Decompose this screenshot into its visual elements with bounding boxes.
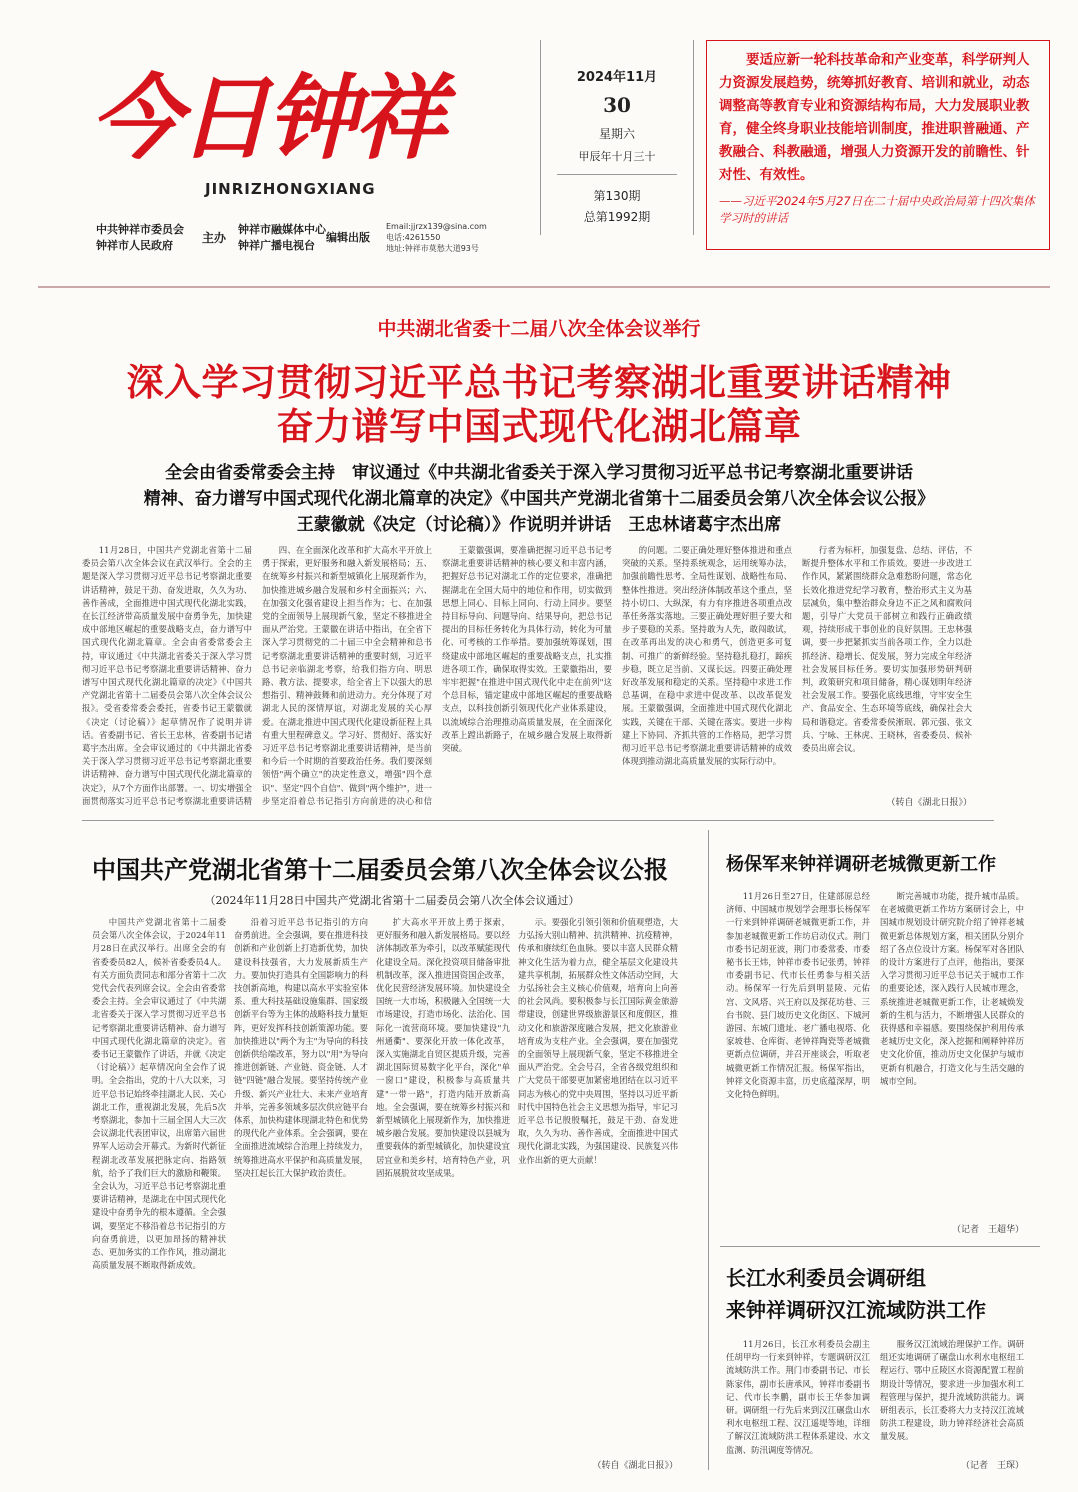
sponsor-line-1: 中共钟祥市委员会	[96, 223, 184, 236]
date-divider	[557, 174, 677, 175]
sponsor-block	[96, 222, 184, 254]
lead-column-3-text: 王蒙徽强调，要准确把握习近平总书记考察湖北重要讲话精神的核心要义和丰富内涵，把握好总书记对湖北工作的定位要求，准确把握湖北在全国大局中的地位和作用，切实做到思想上同心、目标上同向、行动上同步。要坚持目标导向、问题导向、结果导向，把总书记提出的目标任务转化为具体行动，转化为可量化、可考核的工作举措。要加强统筹谋划，围绕建成中部地区崛起的重要战略支点，扎实推进各项工作，确保取得实效。王蒙徽指出，要牢牢把握"在推进中国式现代化中走在前列"这个总目标，锚定建成中部地区崛起的重要战略支点，以科技创新引领现代化产业体系建设，以流域综合治理推动高质量发展，在全面深化改革上蹚出新路子，在城乡融合发展上取得新突破。	[442, 545, 612, 754]
publisher-role: 编辑出版	[326, 231, 370, 244]
date-year-month: 2024年11月	[576, 70, 658, 85]
water-story-column-2	[880, 1338, 1024, 1458]
publisher-line-2: 钟祥广播电视台	[238, 239, 315, 252]
yang-story-title: 杨保军来钟祥调研老城微更新工作	[726, 854, 996, 875]
lead-column-1-text: 11月28日，中国共产党湖北省第十二届委员会第八次全体会议在武汉举行。全会的主题是深入学习贯彻习近平总书记考察湖北重要讲话精神，鼓足干劲、奋发进取，久久为功、善作善成，全面推进中国式现代化湖北实践，在长江经济带高质量发展中奋勇争先，加快建成中部地区崛起的重要战略支点，奋力谱写中国式现代化湖北篇章。全会由省委常委会主持，审议通过《中共湖北省委关于深入学习贯彻习近平总书记考察湖北重要讲话精神、奋力谱写中国式现代化湖北篇章的决定》《中国共产党湖北省第十二届委员会第八次全体会议公报》。受省委常委会委托，省委书记王蒙徽就《决定（讨论稿）》起草情况作了说明并讲话。省委副书记、省长王忠林，省委副书记诸葛宇杰出席。全会审议通过的《中共湖北省委关于深入学习贯彻习近平总书记考察湖北重要讲话精神、奋力谱写中国式现代化湖北篇章的决定》，从7个方面作出部署。一、切实增强全面贯彻落实习近平总书记考察湖北重要讲话精	[82, 545, 252, 806]
masthead-title: 今日钟祥	[90, 64, 443, 172]
yang-story-column-2-text: 断完善城市功能，提升城市品质。在老城微更新工作坊方案研讨会上，中国城市规划设计研究院介绍了钟祥老城微更新总体规划方案，相关团队分别介绍了各点位设计方案。杨保军对各团队的设计方案进行了点评，他指出，要深入学习贯彻习近平总书记关于城市工作的重要论述，深入践行人民城市理念，系统推进老城微更新工作，让老城焕发新的生机与活力，不断增强人民群众的获得感和幸福感。要围绕保护利用传承老城历史文化，深入挖掘和阐释钟祥历史文化价值，推动历史文化保护与城市更新有机融合，打造文化与生活交融的城市空间。	[880, 891, 1024, 1086]
yang-story-column-1	[726, 890, 870, 1234]
lead-column-2	[262, 544, 432, 808]
quote-box	[706, 40, 1050, 250]
masthead-divider	[38, 286, 1050, 288]
issue-number: 第130期	[593, 189, 641, 203]
communique-credit: （转自《湖北日报》）	[592, 1461, 678, 1471]
total-issue-number: 总第1992期	[583, 210, 651, 224]
communique-column-3-text: 扩大高水平开放上勇于探索，更好服务和融入新发展格局。要以经济体制改革为牵引，以改革赋能现代化建设全局。深化投资项目储备审批机制改革，深入推进国资国企改革，优化民营经济发展环境。加快建设全国统一大市场，积极融入全国统一大市场建设，打造市场化、法治化、国际化一流营商环境。要加快建设"九州通衢"、要深化开放一体化改革，深入实施湖北自贸区提质升级，完善湖北国际贸易数字化平台，深化"单一窗口"建设，积极参与高质量共建"一带一路"，打造内陆开放新高地。全会强调，要在统筹乡村振兴和新型城镇化上展现新作为，加快推进城乡融合发展。要加快建设以县城为重要载体的新型城镇化，加快建设宜居宜业和美乡村，培育特色产业，巩固拓展脱贫攻坚成果。	[376, 917, 510, 1178]
masthead-pinyin: JINRIZHONGXIANG	[205, 180, 376, 198]
date-weekday: 星期六	[598, 127, 635, 141]
lead-column-5	[802, 544, 972, 794]
communique-column-2-text: 沿着习近平总书记指引的方向奋勇前进。全会强调，要在推进科技创新和产业创新上打造新优势，加快建设科技强省，大力发展新质生产力。要加快打造具有全国影响力的科技创新高地，构建以高水平实验室体系、重大科技基础设施集群、国家级创新平台等为主体的战略科技力量矩阵，更好发挥科技创新策源功能。要加快推进以"两个为主"为导向的科技创新供给端改革，努力以"用"为导向推进创新链、产业链、资金链、人才链"四链"融合发展。要坚持传统产业升级、新兴产业壮大、未来产业培育并举，完善多领域多层次供应链平台体系，加快构建体现湖北特色和优势的现代化产业体系。全会强调，要在全面推进流域综合治理上持续发力，统筹推进高水平保护和高质量发展，坚决扛起长江大保护政治责任。	[234, 917, 368, 1178]
contact-address: 地址:钟祥市莫愁大道93号	[386, 244, 479, 253]
quote-source: ——习近平2024年5月27日在二十届中央政治局第十四次集体学习时的讲话	[719, 194, 1035, 225]
communique-column-3	[376, 916, 510, 1471]
lead-headline-line-1: 深入学习贯彻习近平总书记考察湖北重要讲话精神	[126, 361, 952, 404]
water-story-credit: （记者 王琛）	[960, 1461, 1024, 1471]
yang-story-credit: （记者 王超华）	[951, 1225, 1024, 1235]
column-divider	[708, 830, 709, 1470]
yang-story-column-1-text: 11月26日至27日，住建部原总经济师、中国城市规划学会理事长杨保军一行来到钟祥调研老城微更新工作，并参加老城微更新工作坊启动仪式。荆门市委书记胡亚波，荆门市委常委、市委秘书长王炜，钟祥市委书记张勇，钟祥市委副书记、代市长任勇参与相关活动。杨保军一行先后到明显陵、元佑宫、文风塔、兴王府以及探花坊巷、三台书院、县门坡历史文化街区、下城河游园、东城门遗址、老广播电视塔、化家坡巷、仓库街、老钟祥陶瓷等老城微更新点位调研，并召开座谈会，听取老城微更新工作情况汇报。杨保军指出，钟祥文化资源丰富，历史底蕴深厚，明文化特色鲜明。	[726, 891, 870, 1100]
contact-email: Email:jjrzx139@sina.com	[386, 222, 487, 231]
lead-subhead-line-1: 全会由省委常委会主持 审议通过《中共湖北省委关于深入学习贯彻习近平总书记考察湖北重要讲话	[165, 463, 913, 483]
communique-column-2	[234, 916, 368, 1471]
contact-phone: 电话:4261550	[386, 233, 441, 242]
lead-kicker: 中共湖北省委十二届八次全体会议举行	[377, 318, 701, 340]
lead-column-5-text: 行者为标杆，加强复盘、总结、评估，不断提升整体水平和工作质效。要进一步改进工作作风，紧紧围绕群众急难愁盼问题，常态化长效化推进党纪学习教育，整治形式主义为基层减负，集中整治群众身边不正之风和腐败问题，引导广大党员干部树立和践行正确政绩观，持续形成干事创业的良好氛围。王忠林强调，要一步把紧抓实当前各项工作，全力以赴抓经济、稳增长、促发展，努力完成全年经济社会发展目标任务。要切实加强形势研判研判，政策研究和项目储备，精心谋划明年经济社会发展工作。要强化底线思维，守牢安全生产、食品安全、生态环境等底线，确保社会大局和谐稳定。省委常委侯淅珉、郭元强、张文兵、宁咏、王林虎、王晓林，省委委员、候补委员出席会议。	[802, 545, 972, 754]
lead-column-1	[82, 544, 252, 808]
communique-subtitle: （2024年11月28日中国共产党湖北省第十二届委员会第八次全体会议通过）	[204, 894, 580, 907]
section-divider	[82, 820, 994, 821]
water-story-title-line-2: 来钟祥调研汉江流域防洪工作	[726, 1298, 986, 1322]
quote-text: 要适应新一轮科技革命和产业变革，科学研判人力资源发展趋势，统筹抓好教育、培训和就业，动态调整高等教育专业和资源结构布局，大力发展职业教育，健全终身职业技能培训制度，推进职普融通、产教融合、科教融通，增强人力资源开发的前瞻性、针对性、有效性。	[719, 52, 1030, 183]
communique-column-4-text: 示。要强化引领引领和价值观塑造，大力弘扬大别山精神、抗洪精神、抗疫精神，传承和赓续红色血脉。要以丰富人民群众精神文化生活为着力点，健全基层文化建设共建共享机制，拓展群众性文体活动空间，大力弘扬社会主义核心价值观，培育向上向善的社会风尚。要积极参与长江国际黄金旅游带建设，创建世界级旅游景区和度假区，推动文化和旅游深度融合发展，把文化旅游业培育成为支柱产业。全会强调，要在加强党的全面领导上展现新气象，坚定不移推进全面从严治党。全会号召，全省各级党组织和广大党员干部要更加紧密地团结在以习近平同志为核心的党中央周围，坚持以习近平新时代中国特色社会主义思想为指导，牢记习近平总书记殷殷嘱托，鼓足干劲、奋发进取，久久为功、善作善成，全面推进中国式现代化湖北实践，为强国建设、民族复兴伟业作出新的更大贡献！	[518, 917, 678, 1165]
lead-headline-line-2: 奋力谱写中国式现代化湖北篇章	[276, 405, 802, 448]
communique-column-1	[92, 916, 226, 1471]
publisher-line-1: 钟祥市融媒体中心	[238, 223, 326, 236]
water-story-column-1-text: 11月26日，长江水利委员会副主任胡甲均一行来到钟祥，专题调研汉江流域防洪工作。荆门市委副书记、市长陈家伟，副市长唐承风，钟祥市委副书记、代市长李鹏，副市长王华参加调研。调研组一行先后来到汉江碾盘山水利水电枢纽工程、汉江遥堤等地，详细了解汉江流域防洪工程体系建设、水文监测、防汛调度等情况。	[726, 1339, 870, 1455]
communique-column-4	[518, 916, 678, 1456]
lead-column-4	[622, 544, 792, 808]
water-story-column-2-text: 服务汉江流域治理保护工作。调研组还实地调研了碾盘山水利水电枢纽工程运行、鄂中丘陵区水资源配置工程前期设计等情况，要求进一步加强水利工程管理与保护，提升流域防洪能力。调研组表示，长江委将大力支持汉江流域防洪工程建设，助力钟祥经济社会高质量发展。	[880, 1339, 1024, 1442]
lead-subhead-line-2: 精神、奋力谱写中国式现代化湖北篇章的决定》《中国共产党湖北省第十二届委员会第八次全体会议公报》	[143, 489, 935, 509]
lead-subhead-line-3: 王蒙徽就《决定（讨论稿）》作说明并讲话 王忠林诸葛宇杰出席	[296, 515, 782, 535]
publisher-block	[238, 222, 326, 254]
yang-story-column-2	[880, 890, 1024, 1220]
sponsor-line-2: 钟祥市人民政府	[96, 239, 173, 252]
date-lunar: 甲辰年十月三十	[578, 150, 656, 163]
communique-title: 中国共产党湖北省第十二届委员会第八次全体会议公报	[92, 856, 668, 884]
lead-column-2-text: 四、在全面深化改革和扩大高水平开放上勇于探索，更好服务和融入新发展格局；五、在统筹乡村振兴和新型城镇化上展现新作为，加快推进城乡融合发展和乡村全面振兴；六、在加强文化强省建设上担当作为；七、在加强党的全面领导上展现新气象，坚定不移推进全面从严治党。王蒙徽在讲话中指出，在全省下深入学习贯彻党的二十届三中全会精神和总书记考察湖北重要讲话精神的重要时刻，习近平总书记亲临湖北考察，给我们指方向、明思路、教方法、提要求，给全省上下以强大的思想指引、精神鼓舞和前进动力。充分体现了对湖北人民的深情厚谊，对湖北发展的关心厚爱。在湖北推进中国式现代化建设新征程上具有重大里程碑意义。学习好、贯彻好、落实好习近平总书记考察湖北重要讲话精神，是当前和今后一个时期的首要政治任务。我们要深刻领悟"两个确立"的决定性意义，增强"四个意识"、坚定"四个自信"、做到"两个维护"，进一步坚定沿着总书记指引方向前进的决心和信	[262, 545, 432, 806]
lead-column-3	[442, 544, 612, 808]
date-day: 30	[603, 93, 631, 117]
right-section-divider	[720, 1246, 1040, 1247]
lead-credit: （转自《湖北日报》）	[886, 798, 972, 808]
date-box	[540, 40, 694, 235]
communique-column-1-text: 中国共产党湖北省第十二届委员会第八次全体会议，于2024年11月28日在武汉举行。出席全会的有省委委员82人，候补省委委员4人。有关方面负责同志和部分省第十二次党代会代表列席会议。全会由省委常委会主持。全会审议通过了《中共湖北省委关于深入学习贯彻习近平总书记考察湖北重要讲话精神、奋力谱写中国式现代化湖北篇章的决定》。省委书记王蒙徽作了讲话，并就《决定（讨论稿）》起草情况向全会作了说明。全会指出，党的十八大以来，习近平总书记始终牵挂湖北人民、关心湖北工作，重视湖北发展，先后5次考察湖北，参加十三届全国人大三次会议湖北代表团审议，出席第六届世界军人运动会开幕式。为新时代新征程湖北改革发展把脉定向、指路领航，给予了我们巨大的激励和鞭策。全会认为，习近平总书记考察湖北重要讲话精神，是湖北在中国式现代化建设中奋勇争先的根本遵循。全会强调，要坚定不移沿着总书记指引的方向奋勇前进，以更加昂扬的精神状态、更加务实的工作作风，推动湖北高质量发展不断取得新成效。	[92, 917, 226, 1271]
contact-block	[386, 221, 487, 254]
water-story-title-line-1: 长江水利委员会调研组	[726, 1266, 926, 1290]
sponsor-role: 主办	[202, 231, 227, 245]
water-story-column-1	[726, 1338, 870, 1470]
lead-column-4-text: 的问题。二要正确处理好整体推进和重点突破的关系。坚持系统观念，运用统筹办法，加强前瞻性思考、全局性谋划、战略性布局、整体性推进。突出经济体制改革这个重点，坚持小切口、大纵深，有力有序推进各项重点改革任务落实落地。三要正确处理好胆子要大和步子要稳的关系。坚持敢为人先，敢闯敢试，在改革再出发的决心和勇气，创造更多可复制、可推广的新鲜经验。坚持稳扎稳打，蹄疾步稳，既立足当前、又谋长远。四要正确处理好改革发展和稳定的关系。坚持稳中求进工作总基调，在稳中求进中促改革、以改革促发展。王蒙徽强调，全面推进中国式现代化湖北实践，关键在干部、关键在落实。要进一步构建上下协同、齐抓共管的工作格局，把学习贯彻习近平总书记考察湖北重要讲话精神的成效体现到推动湖北高质量发展的实际行动中。	[622, 545, 792, 767]
